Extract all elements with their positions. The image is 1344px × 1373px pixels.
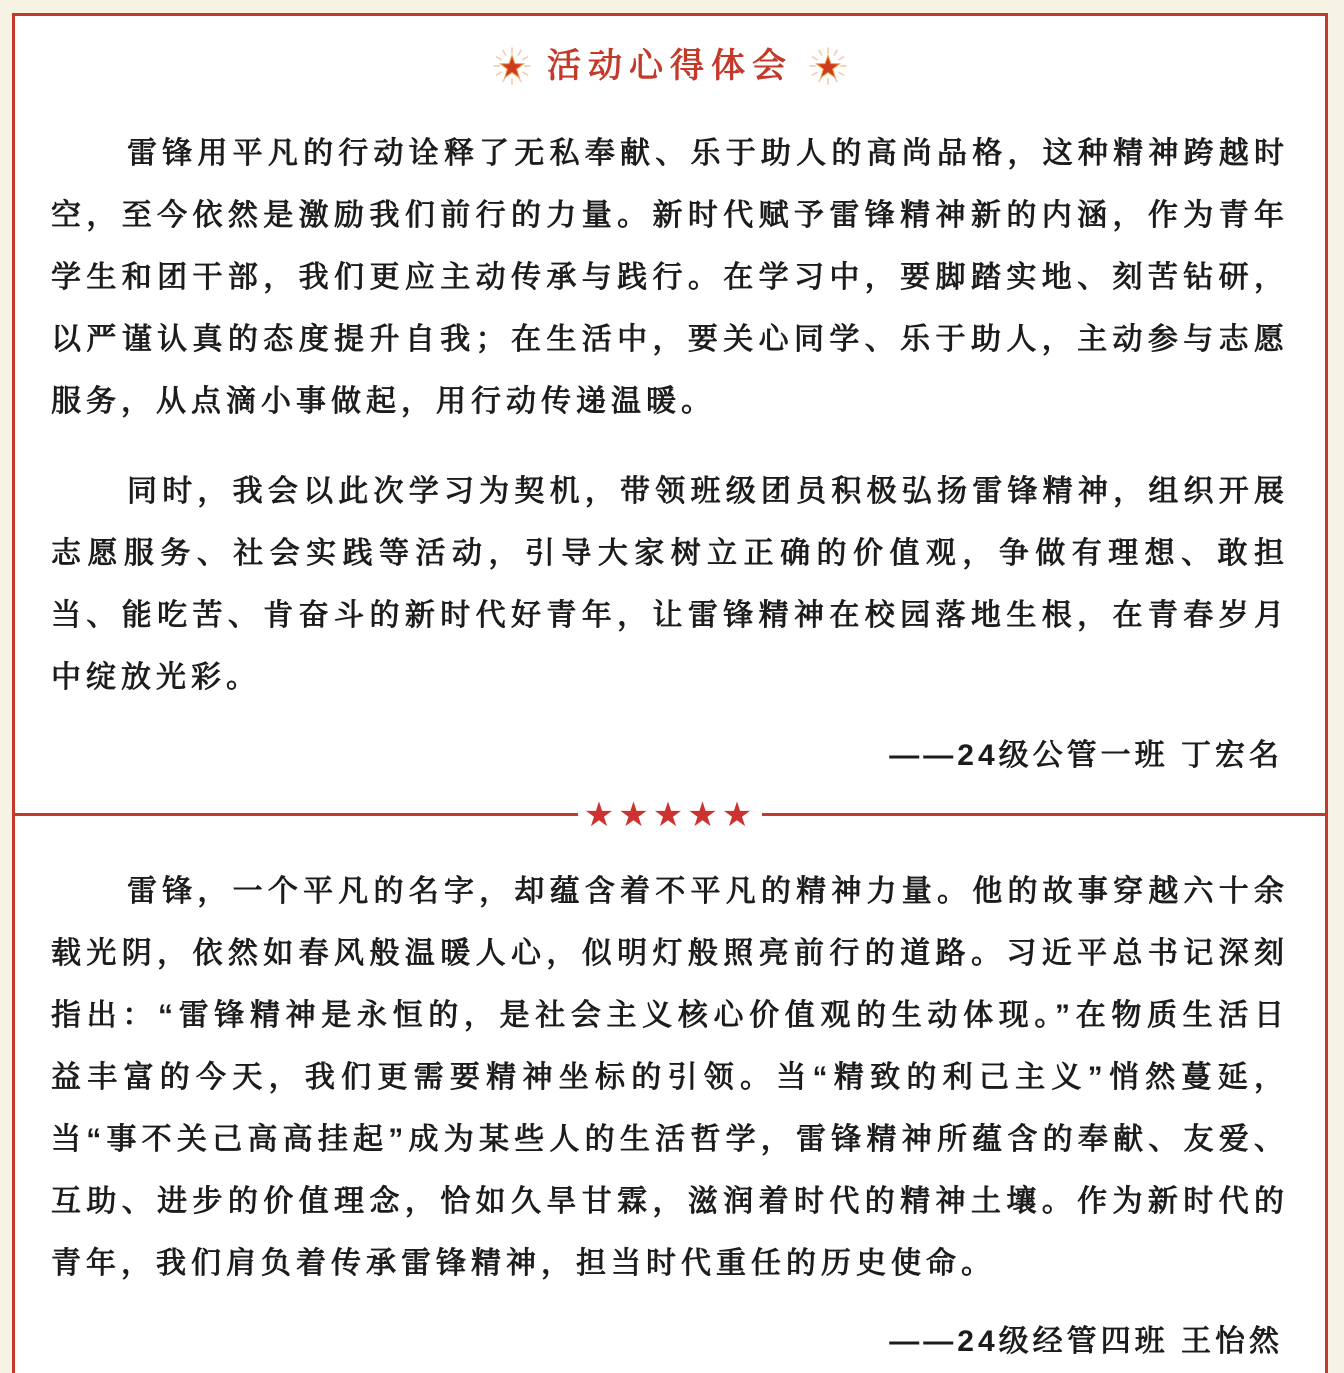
- sparkle-star-icon: [809, 47, 847, 85]
- reflection-section-2: [37, 861, 1303, 1373]
- paragraph: 雷锋用平凡的行动诠释了无私奉献、乐于助人的高尚品格，这种精神跨越时空，至今依然是激励我们前行的力量。新时代赋予雷锋精神新的内涵，作为青年学生和团干部，我们更应主动传承与践行。在学习中，要脚踏实地、刻苦钻研，以严谨认真的态度提升自我；在生活中，要关心同学、乐于助人，主动参与志愿服务，从点滴小事做起，用行动传递温暖。: [51, 136, 1289, 418]
- reflection-section-1: [37, 123, 1303, 787]
- sparkle-star-icon: [493, 47, 531, 85]
- paragraph: 雷锋，一个平凡的名字，却蕴含着不平凡的精神力量。他的故事穿越六十余载光阴，依然如春风般温暖人心，似明灯般照亮前行的道路。习近平总书记深刻指出：“雷锋精神是永恒的，是社会主义核心价值观的生动体现。”在物质生活日益丰富的今天，我们更需要精神坐标的引领。当“精致的利己主义”悄然蔓延，当“事不关己高高挂起”成为某些人的生活哲学，雷锋精神所蕴含的奉献、友爱、互助、进步的价值理念，恰如久旱甘霖，滋润着时代的精神土壤。作为新时代的青年，我们肩负着传承雷锋精神，担当时代重任的历史使命。: [51, 874, 1289, 1280]
- star-divider: [15, 795, 1325, 835]
- divider-stars-icon: ★★★★★: [583, 795, 757, 834]
- article-frame: [12, 13, 1328, 1373]
- page-title: 活动心得体会: [547, 47, 793, 85]
- paragraph: 同时，我会以此次学习为契机，带领班级团员积极弘扬雷锋精神，组织开展志愿服务、社会实践等活动，引导大家树立正确的价值观，争做有理想、敢担当、能吃苦、肯奋斗的新时代好青年，让雷锋精神在校园落地生根，在青春岁月中绽放光彩。: [51, 474, 1289, 694]
- attribution-line: ——24级公管一班 丁宏名: [889, 738, 1283, 772]
- page-title-row: [37, 46, 1303, 87]
- attribution-line: ——24级经管四班 王怡然: [889, 1324, 1283, 1358]
